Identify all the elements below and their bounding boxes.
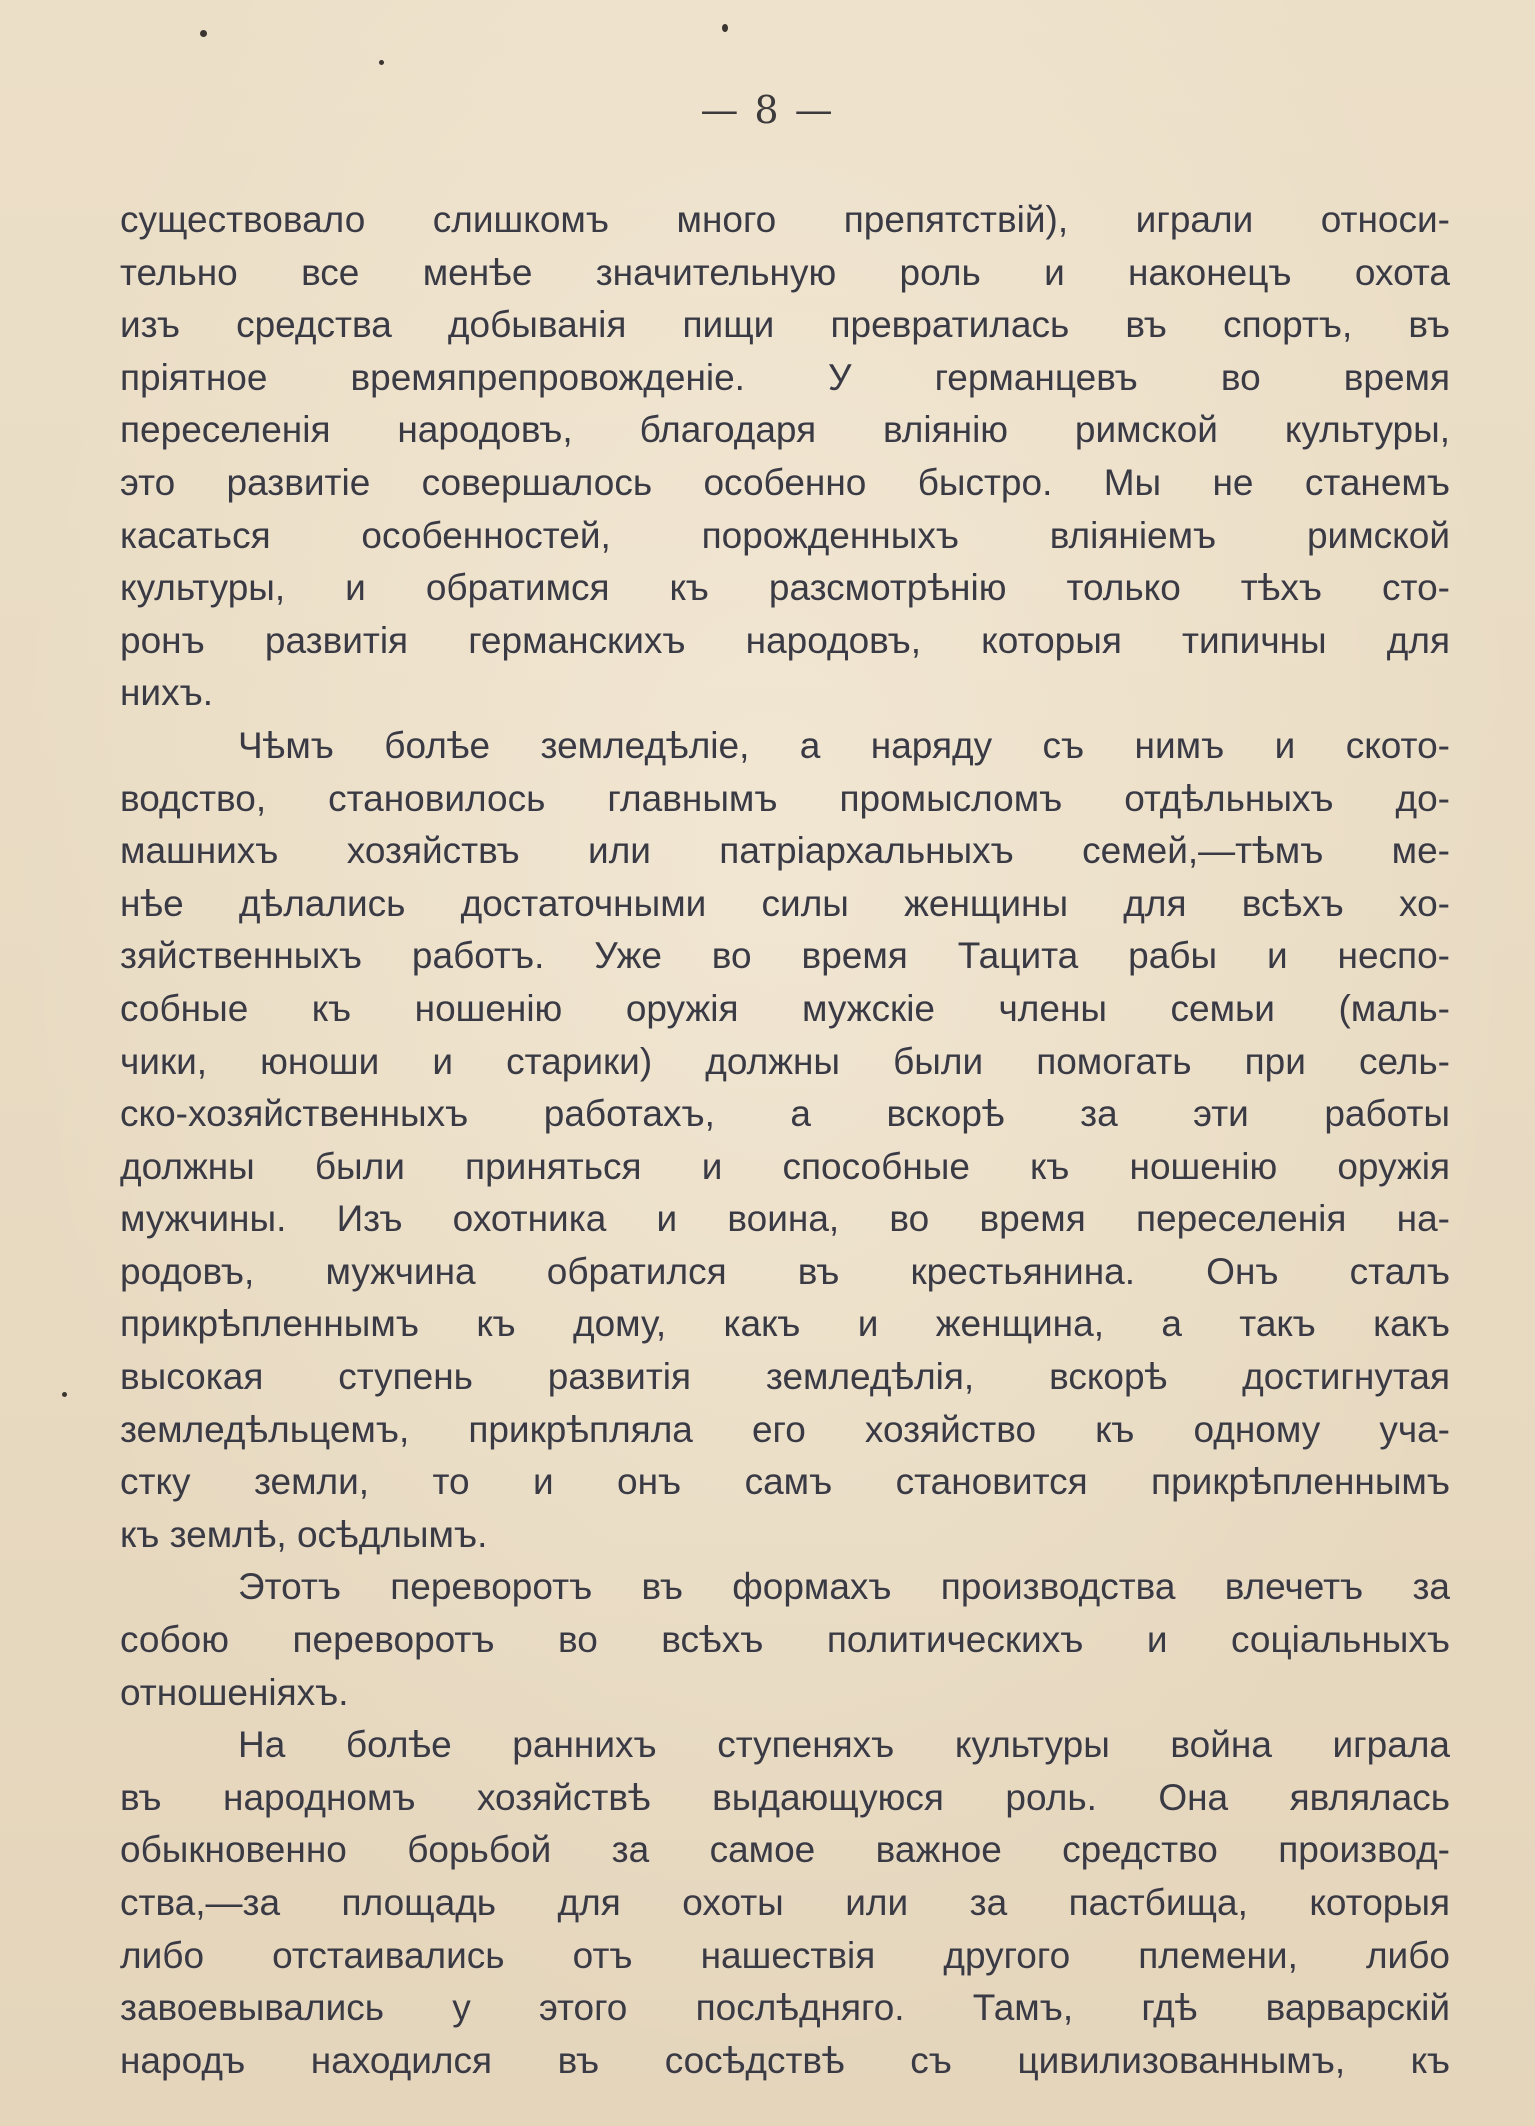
text-line: ско-хозяйственныхъ работахъ, а вскорѣ за эти работы [120, 1093, 1450, 1135]
text-line: это развитіе совершалось особенно быстро. Мы не станемъ [120, 461, 1450, 503]
text-line: прикрѣпленнымъ къ дому, какъ и женщина, а такъ какъ [120, 1303, 1450, 1345]
text-line: высокая ступень развитія земледѣлія, вскорѣ достигнутая [120, 1356, 1450, 1398]
text-line: нѣе дѣлались достаточными силы женщины для всѣхъ хо- [120, 882, 1450, 924]
paragraph [120, 194, 1450, 720]
text-line: либо отстаивались отъ нашествія другого племени, либо [120, 1934, 1450, 1976]
text-line: должны были приняться и способные къ ношенію оружія [120, 1145, 1450, 1187]
text-line: водство, становилось главнымъ промысломъ отдѣльныхъ до- [120, 777, 1450, 819]
text-line: На болѣе раннихъ ступеняхъ культуры война играла [238, 1724, 1450, 1766]
text-line: къ землѣ, осѣдлымъ. [120, 1513, 488, 1555]
text-line: собою переворотъ во всѣхъ политическихъ и соціальныхъ [120, 1619, 1450, 1661]
ink-speck [62, 1392, 67, 1397]
text-line: отношеніяхъ. [120, 1671, 349, 1713]
text-line: стку земли, то и онъ самъ становится прикрѣпленнымъ [120, 1461, 1450, 1503]
text-line: тельно все менѣе значительную роль и наконецъ охота [120, 251, 1450, 293]
text-line: касаться особенностей, порожденныхъ вліяніемъ римской [120, 514, 1450, 556]
text-line: зяйственныхъ работъ. Уже во время Тацита рабы и неспо- [120, 935, 1450, 977]
text-line: въ народномъ хозяйствѣ выдающуюся роль. Она являлась [120, 1776, 1450, 1818]
text-line: обыкновенно борьбой за самое важное средство производ- [120, 1829, 1450, 1871]
text-line: мужчины. Изъ охотника и воина, во время переселенія на- [120, 1198, 1450, 1240]
text-line: земледѣльцемъ, прикрѣпляла его хозяйство къ одному уча- [120, 1408, 1450, 1450]
text-line: завоевывались у этого послѣдняго. Тамъ, гдѣ варварскій [120, 1987, 1450, 2029]
text-line: переселенія народовъ, благодаря вліянію римской культуры, [120, 409, 1450, 451]
text-line: машнихъ хозяйствъ или патріархальныхъ семей,—тѣмъ ме- [120, 830, 1450, 872]
page-number: — 8 — [700, 88, 835, 132]
text-line: родовъ, мужчина обратился въ крестьянина. Онъ сталъ [120, 1250, 1450, 1292]
text-line: существовало слишкомъ много препятствій), играли относи- [120, 199, 1450, 240]
text-line: изъ средства добыванія пищи превратилась въ спортъ, въ [120, 304, 1450, 346]
ink-speck [722, 24, 728, 32]
text-line: Этотъ переворотъ въ формахъ производства влечетъ за [238, 1566, 1450, 1608]
text-line: культуры, и обратимся къ разсмотрѣнію только тѣхъ сто- [120, 567, 1450, 609]
text-line: народъ находился въ сосѣдствѣ съ цивилизованнымъ, къ [120, 2039, 1450, 2081]
ink-speck [200, 30, 207, 37]
paragraph [120, 1719, 1450, 2087]
paragraph [120, 1561, 1450, 1719]
text-line: чики, юноши и старики) должны были помогать при сель- [120, 1040, 1450, 1082]
text-line: нихъ. [120, 672, 214, 714]
text-line: ронъ развитія германскихъ народовъ, которыя типичны для [120, 619, 1450, 661]
text-line: собные къ ношенію оружія мужскіе члены семьи (маль- [120, 987, 1450, 1029]
text-line: пріятное времяпрепровожденіе. У германцевъ во время [120, 356, 1450, 398]
text-line: Чѣмъ болѣе земледѣліе, а наряду съ нимъ и ското- [238, 724, 1450, 766]
paragraph [120, 720, 1450, 1562]
text-line: ства,—за площадь для охоты или за пастбища, которыя [120, 1882, 1450, 1923]
ink-speck [379, 60, 384, 65]
body-text [120, 194, 1450, 2087]
